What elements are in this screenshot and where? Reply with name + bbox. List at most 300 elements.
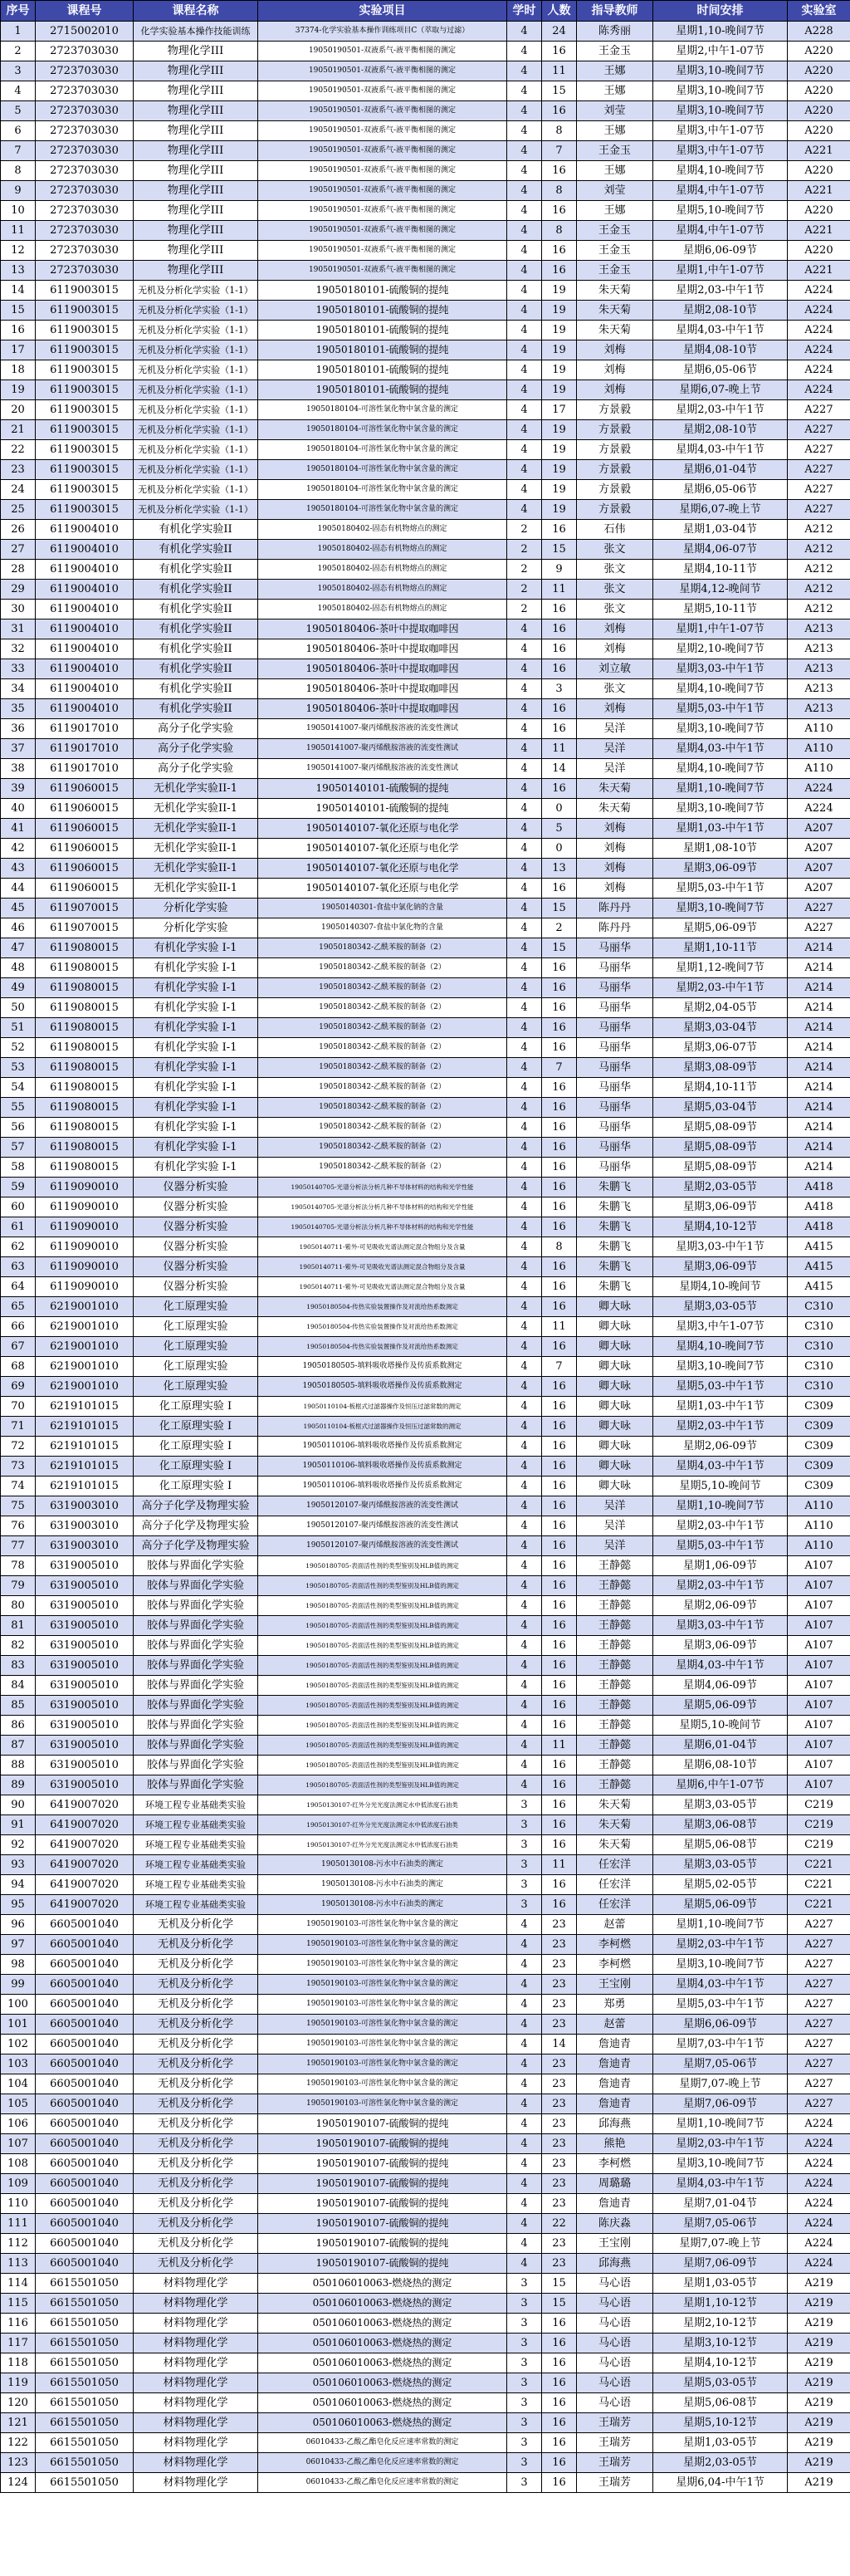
course-code: 6219001010: [36, 1337, 134, 1357]
student-count: 16: [542, 1616, 577, 1636]
hours: 4: [507, 639, 542, 659]
course-name: 有机化学实验 I-1: [134, 1038, 258, 1058]
time-slot: 星期3,中午1-07节: [653, 121, 788, 141]
hours: 4: [507, 1197, 542, 1217]
course-code: 6119090010: [36, 1257, 134, 1277]
time-slot: 星期1,10-晚间7节: [653, 779, 788, 799]
course-code: 6615501050: [36, 2453, 134, 2473]
course-name: 胶体与界面化学实验: [134, 1616, 258, 1636]
student-count: 16: [542, 1038, 577, 1058]
hours: 4: [507, 620, 542, 639]
experiment-name: 050106010063-燃烧热的测定: [258, 2353, 507, 2373]
table-row: [1, 938, 850, 958]
table-row: [1, 799, 850, 819]
lab-room: A227: [788, 2094, 850, 2114]
student-count: 16: [542, 1417, 577, 1437]
course-name: 材料物理化学: [134, 2314, 258, 2334]
course-name: 有机化学实验II: [134, 639, 258, 659]
time-slot: 星期5,08-09节: [653, 1138, 788, 1158]
course-name: 无机化学实验II-1: [134, 819, 258, 839]
lab-room: A107: [788, 1576, 850, 1596]
course-code: 6319005010: [36, 1775, 134, 1795]
lab-room: A213: [788, 679, 850, 699]
student-count: 5: [542, 819, 577, 839]
row-index: 3: [1, 61, 36, 81]
table-row: [1, 2393, 850, 2413]
course-code: 6119080015: [36, 1138, 134, 1158]
table-row: [1, 101, 850, 121]
table-row: [1, 1357, 850, 1377]
hours: 4: [507, 1277, 542, 1297]
row-index: 78: [1, 1556, 36, 1576]
course-name: 分析化学实验: [134, 899, 258, 918]
student-count: 16: [542, 1377, 577, 1397]
experiment-name: 19050141007-聚丙烯酰胺溶液的流变性测试: [258, 719, 507, 739]
experiment-name: 19050130107-红外分光光度法测定水中低浓度石油类: [258, 1815, 507, 1835]
table-row: [1, 2234, 850, 2254]
row-index: 121: [1, 2413, 36, 2433]
table-row: [1, 2114, 850, 2134]
table-row: [1, 281, 850, 301]
row-index: 101: [1, 2015, 36, 2035]
time-slot: 星期4,12-晚间节: [653, 580, 788, 600]
course-code: 6119080015: [36, 1098, 134, 1118]
hours: 4: [507, 2114, 542, 2134]
experiment-name: 19050140107-氧化还原与电化学: [258, 859, 507, 879]
student-count: 16: [542, 1576, 577, 1596]
experiment-name: 19050190501-双液系气-液平衡相图的测定: [258, 221, 507, 241]
instructor: 朱鹏飞: [577, 1237, 653, 1257]
student-count: 16: [542, 779, 577, 799]
instructor: 方景毅: [577, 480, 653, 500]
time-slot: 星期2,03-中午1节: [653, 281, 788, 301]
lab-room: C310: [788, 1357, 850, 1377]
experiment-name: 19050140307-食盐中氯化物的含量: [258, 918, 507, 938]
student-count: 16: [542, 2413, 577, 2433]
row-index: 47: [1, 938, 36, 958]
student-count: 16: [542, 2473, 577, 2493]
row-index: 64: [1, 1277, 36, 1297]
time-slot: 星期4,06-07节: [653, 540, 788, 560]
course-name: 胶体与界面化学实验: [134, 1756, 258, 1775]
course-name: 仪器分析实验: [134, 1197, 258, 1217]
time-slot: 星期3,10-晚间7节: [653, 799, 788, 819]
table-row: [1, 1536, 850, 1556]
course-code: 6119017010: [36, 739, 134, 759]
experiment-name: 19050190501-双液系气-液平衡相图的测定: [258, 201, 507, 221]
lab-room: A220: [788, 121, 850, 141]
time-slot: 星期3,03-05节: [653, 1795, 788, 1815]
hours: 4: [507, 699, 542, 719]
row-index: 13: [1, 261, 36, 281]
experiment-name: 19050190103-可溶性氯化物中氯含量的测定: [258, 1995, 507, 2015]
table-row: [1, 699, 850, 719]
lab-room: A219: [788, 2413, 850, 2433]
instructor: 詹迪青: [577, 2094, 653, 2114]
experiment-name: 19050130108-污水中石油类的测定: [258, 1855, 507, 1875]
student-count: 16: [542, 1756, 577, 1775]
course-code: 6319005010: [36, 1716, 134, 1736]
course-name: 有机化学实验II: [134, 580, 258, 600]
course-name: 仪器分析实验: [134, 1257, 258, 1277]
table-row: [1, 659, 850, 679]
table-row: [1, 918, 850, 938]
course-name: 有机化学实验 I-1: [134, 978, 258, 998]
time-slot: 星期5,03-05节: [653, 2373, 788, 2393]
experiment-name: 19050180342-乙酰苯胺的制备（2）: [258, 978, 507, 998]
time-slot: 星期6,01-04节: [653, 1736, 788, 1756]
instructor: 马心语: [577, 2274, 653, 2294]
lab-room: C309: [788, 1457, 850, 1477]
time-slot: 星期2,03-中午1节: [653, 1516, 788, 1536]
table-row: [1, 2035, 850, 2054]
hours: 4: [507, 1636, 542, 1656]
student-count: 16: [542, 1696, 577, 1716]
lab-room: A214: [788, 1018, 850, 1038]
experiment-name: 19050190501-双液系气-液平衡相图的测定: [258, 141, 507, 161]
hours: 4: [507, 899, 542, 918]
table-row: [1, 620, 850, 639]
instructor: 马丽华: [577, 1158, 653, 1178]
lab-room: A214: [788, 1058, 850, 1078]
time-slot: 星期5,03-中午1节: [653, 699, 788, 719]
course-code: 6319005010: [36, 1656, 134, 1676]
time-slot: 星期1,03-04节: [653, 520, 788, 540]
experiment-name: 19050180104-可溶性氯化物中氯含量的测定: [258, 440, 507, 460]
hours: 4: [507, 1975, 542, 1995]
experiment-name: 19050190107-硫酸铜的提纯: [258, 2194, 507, 2214]
student-count: 16: [542, 1138, 577, 1158]
row-index: 22: [1, 440, 36, 460]
course-code: 6319003010: [36, 1536, 134, 1556]
time-slot: 星期3,08-09节: [653, 1058, 788, 1078]
experiment-name: 19050180101-硫酸铜的提纯: [258, 321, 507, 340]
instructor: 王瑞芳: [577, 2453, 653, 2473]
student-count: 16: [542, 1815, 577, 1835]
row-index: 113: [1, 2254, 36, 2274]
hours: 4: [507, 1038, 542, 1058]
instructor: 刘梅: [577, 859, 653, 879]
student-count: 19: [542, 480, 577, 500]
course-code: 6319005010: [36, 1636, 134, 1656]
course-code: 6119003015: [36, 420, 134, 440]
time-slot: 星期5,02-05节: [653, 1875, 788, 1895]
table-row: [1, 1397, 850, 1417]
student-count: 16: [542, 161, 577, 181]
hours: 3: [507, 2453, 542, 2473]
hours: 4: [507, 181, 542, 201]
course-code: 6615501050: [36, 2413, 134, 2433]
row-index: 74: [1, 1477, 36, 1496]
table-row: [1, 81, 850, 101]
hours: 4: [507, 1317, 542, 1337]
time-slot: 星期3,06-07节: [653, 1038, 788, 1058]
row-index: 105: [1, 2094, 36, 2114]
hours: 4: [507, 101, 542, 121]
experiment-name: 19050180101-硫酸铜的提纯: [258, 281, 507, 301]
course-code: 6119004010: [36, 620, 134, 639]
table-row: [1, 460, 850, 480]
experiment-name: 19050110106-填料吸收塔操作及传质系数测定: [258, 1457, 507, 1477]
course-name: 物理化学III: [134, 201, 258, 221]
row-index: 61: [1, 1217, 36, 1237]
table-row: [1, 879, 850, 899]
row-index: 49: [1, 978, 36, 998]
time-slot: 星期7,05-06节: [653, 2054, 788, 2074]
lab-room: A214: [788, 958, 850, 978]
course-code: 2723703030: [36, 121, 134, 141]
instructor: 刘梅: [577, 839, 653, 859]
course-name: 物理化学III: [134, 261, 258, 281]
student-count: 23: [542, 1995, 577, 2015]
instructor: 方景毅: [577, 500, 653, 520]
row-index: 79: [1, 1576, 36, 1596]
student-count: 16: [542, 998, 577, 1018]
lab-room: A110: [788, 1536, 850, 1556]
row-index: 72: [1, 1437, 36, 1457]
course-name: 化工原理实验: [134, 1297, 258, 1317]
row-index: 43: [1, 859, 36, 879]
time-slot: 星期3,03-中午1节: [653, 1237, 788, 1257]
course-name: 化工原理实验 I: [134, 1437, 258, 1457]
lab-room: A213: [788, 699, 850, 719]
course-name: 无机及分析化学: [134, 2074, 258, 2094]
hours: 4: [507, 1616, 542, 1636]
course-code: 6605001040: [36, 2114, 134, 2134]
course-name: 胶体与界面化学实验: [134, 1716, 258, 1736]
course-name: 环境工程专业基础类实验: [134, 1875, 258, 1895]
lab-room: A224: [788, 2134, 850, 2154]
hours: 4: [507, 938, 542, 958]
instructor: 王瑞芳: [577, 2433, 653, 2453]
student-count: 16: [542, 101, 577, 121]
time-slot: 星期5,03-04节: [653, 1098, 788, 1118]
lab-room: C310: [788, 1337, 850, 1357]
time-slot: 星期3,10-晚间7节: [653, 899, 788, 918]
row-index: 76: [1, 1516, 36, 1536]
row-index: 41: [1, 819, 36, 839]
course-code: 6605001040: [36, 2174, 134, 2194]
row-index: 66: [1, 1317, 36, 1337]
hours: 4: [507, 1656, 542, 1676]
row-index: 81: [1, 1616, 36, 1636]
table-row: [1, 1975, 850, 1995]
instructor: 马丽华: [577, 958, 653, 978]
course-code: 6605001040: [36, 2254, 134, 2274]
row-index: 80: [1, 1596, 36, 1616]
experiment-name: 19050190501-双液系气-液平衡相图的测定: [258, 101, 507, 121]
instructor: 王娜: [577, 121, 653, 141]
course-code: 6219101015: [36, 1437, 134, 1457]
table-row: [1, 2194, 850, 2214]
student-count: 23: [542, 2054, 577, 2074]
hours: 3: [507, 2373, 542, 2393]
table-row: [1, 1257, 850, 1277]
course-code: 6119090010: [36, 1178, 134, 1197]
course-code: 6319005010: [36, 1576, 134, 1596]
course-name: 无机及分析化学实验（1-1）: [134, 281, 258, 301]
table-row: [1, 141, 850, 161]
hours: 2: [507, 560, 542, 580]
lab-room: A220: [788, 42, 850, 61]
course-code: 6419007020: [36, 1815, 134, 1835]
table-row: [1, 719, 850, 739]
lab-room: A221: [788, 181, 850, 201]
course-name: 无机及分析化学: [134, 2174, 258, 2194]
course-name: 无机及分析化学: [134, 1915, 258, 1935]
header-lab: 实验室: [788, 1, 850, 22]
row-index: 99: [1, 1975, 36, 1995]
time-slot: 星期2,08-10节: [653, 420, 788, 440]
course-code: 6605001040: [36, 2154, 134, 2174]
student-count: 16: [542, 1516, 577, 1536]
lab-room: A418: [788, 1217, 850, 1237]
row-index: 21: [1, 420, 36, 440]
time-slot: 星期1,06-09节: [653, 1556, 788, 1576]
table-row: [1, 560, 850, 580]
experiment-name: 19050180705-表面活性剂的类型鉴别及HLB值的测定: [258, 1696, 507, 1716]
lab-room: A224: [788, 2214, 850, 2234]
time-slot: 星期5,03-中午1节: [653, 1536, 788, 1556]
experiment-name: 06010433-乙酸乙酯皂化反应速率常数的测定: [258, 2453, 507, 2473]
experiment-name: 19050140705-光谱分析法分析几种不导体材料的结构和光学性能: [258, 1178, 507, 1197]
student-count: 16: [542, 659, 577, 679]
course-name: 胶体与界面化学实验: [134, 1556, 258, 1576]
student-count: 23: [542, 1975, 577, 1995]
course-name: 无机及分析化学: [134, 2054, 258, 2074]
student-count: 16: [542, 1656, 577, 1676]
hours: 4: [507, 739, 542, 759]
experiment-name: 19050180101-硫酸铜的提纯: [258, 301, 507, 321]
instructor: 吴洋: [577, 739, 653, 759]
course-code: 6605001040: [36, 1915, 134, 1935]
lab-room: A214: [788, 1118, 850, 1138]
row-index: 93: [1, 1855, 36, 1875]
table-row: [1, 321, 850, 340]
time-slot: 星期1,中午1-07节: [653, 261, 788, 281]
time-slot: 星期6,08-10节: [653, 1756, 788, 1775]
time-slot: 星期1,03-中午1节: [653, 1397, 788, 1417]
course-code: 6119090010: [36, 1217, 134, 1237]
student-count: 15: [542, 2294, 577, 2314]
row-index: 33: [1, 659, 36, 679]
course-name: 有机化学实验 I-1: [134, 1058, 258, 1078]
hours: 4: [507, 1098, 542, 1118]
hours: 4: [507, 61, 542, 81]
course-code: 6119090010: [36, 1197, 134, 1217]
row-index: 92: [1, 1835, 36, 1855]
experiment-name: 19050180101-硫酸铜的提纯: [258, 340, 507, 360]
instructor: 刘梅: [577, 620, 653, 639]
row-index: 86: [1, 1716, 36, 1736]
row-index: 71: [1, 1417, 36, 1437]
row-index: 90: [1, 1795, 36, 1815]
table-row: [1, 2433, 850, 2453]
instructor: 刘梅: [577, 360, 653, 380]
row-index: 28: [1, 560, 36, 580]
student-count: 23: [542, 1915, 577, 1935]
instructor: 王静懿: [577, 1756, 653, 1775]
lab-room: A219: [788, 2473, 850, 2493]
student-count: 16: [542, 1457, 577, 1477]
lab-room: A228: [788, 22, 850, 42]
course-name: 化工原理实验: [134, 1377, 258, 1397]
course-name: 高分子化学及物理实验: [134, 1496, 258, 1516]
course-code: 6605001040: [36, 2134, 134, 2154]
experiment-name: 19050190501-双液系气-液平衡相图的测定: [258, 261, 507, 281]
instructor: 刘梅: [577, 879, 653, 899]
student-count: 19: [542, 420, 577, 440]
experiment-name: 19050140301-食盐中氯化钠的含量: [258, 899, 507, 918]
table-row: [1, 2334, 850, 2353]
table-row: [1, 520, 850, 540]
row-index: 9: [1, 181, 36, 201]
course-name: 材料物理化学: [134, 2413, 258, 2433]
course-code: 6319003010: [36, 1496, 134, 1516]
course-code: 6119080015: [36, 1118, 134, 1138]
lab-room: A214: [788, 1098, 850, 1118]
student-count: 16: [542, 699, 577, 719]
time-slot: 星期3,03-中午1节: [653, 1616, 788, 1636]
lab-room: C221: [788, 1895, 850, 1915]
instructor: 朱鹏飞: [577, 1277, 653, 1297]
table-row: [1, 500, 850, 520]
course-code: 6615501050: [36, 2353, 134, 2373]
experiment-name: 19050180406-茶叶中提取咖啡因: [258, 620, 507, 639]
lab-room: A415: [788, 1237, 850, 1257]
course-code: 6119080015: [36, 1078, 134, 1098]
course-name: 物理化学III: [134, 61, 258, 81]
experiment-name: 19050190103-可溶性氯化物中氯含量的测定: [258, 1975, 507, 1995]
table-row: [1, 301, 850, 321]
row-index: 57: [1, 1138, 36, 1158]
experiment-name: 19050180705-表面活性剂的类型鉴别及HLB值的测定: [258, 1736, 507, 1756]
time-slot: 星期5,03-中午1节: [653, 879, 788, 899]
table-row: [1, 201, 850, 221]
student-count: 19: [542, 301, 577, 321]
table-row: [1, 2294, 850, 2314]
student-count: 16: [542, 2314, 577, 2334]
student-count: 16: [542, 1337, 577, 1357]
course-code: 6605001040: [36, 2035, 134, 2054]
course-code: 6119004010: [36, 600, 134, 620]
time-slot: 星期7,07-晚上节: [653, 2074, 788, 2094]
table-row: [1, 679, 850, 699]
course-code: 6605001040: [36, 2074, 134, 2094]
student-count: 19: [542, 281, 577, 301]
row-index: 98: [1, 1955, 36, 1975]
row-index: 94: [1, 1875, 36, 1895]
table-row: [1, 1317, 850, 1337]
time-slot: 星期6,07-晚上节: [653, 380, 788, 400]
row-index: 37: [1, 739, 36, 759]
instructor: 王静懿: [577, 1775, 653, 1795]
row-index: 27: [1, 540, 36, 560]
instructor: 王静懿: [577, 1596, 653, 1616]
table-row: [1, 540, 850, 560]
course-name: 无机及分析化学: [134, 2015, 258, 2035]
time-slot: 星期4,03-中午1节: [653, 2174, 788, 2194]
row-index: 102: [1, 2035, 36, 2054]
time-slot: 星期7,05-06节: [653, 2214, 788, 2234]
instructor: 马心语: [577, 2393, 653, 2413]
course-name: 有机化学实验II: [134, 620, 258, 639]
course-code: 2715002010: [36, 22, 134, 42]
time-slot: 星期1,10-晚间7节: [653, 2114, 788, 2134]
experiment-name: 19050180705-表面活性剂的类型鉴别及HLB值的测定: [258, 1775, 507, 1795]
hours: 4: [507, 719, 542, 739]
instructor: 刘梅: [577, 819, 653, 839]
